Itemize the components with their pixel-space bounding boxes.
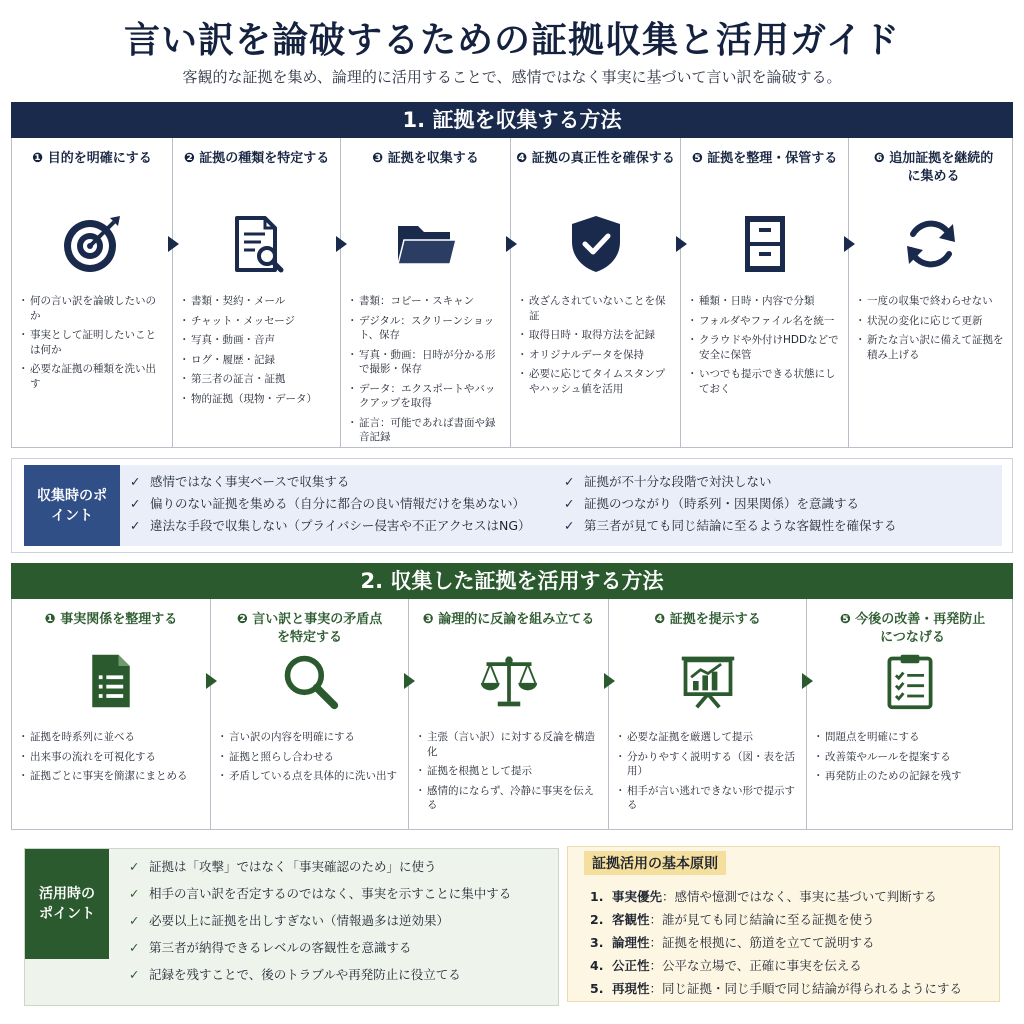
list-item: ・ 言い訳の内容を明確にする bbox=[219, 730, 402, 745]
collect-step-4 bbox=[510, 138, 680, 447]
usage-points-list bbox=[129, 853, 554, 988]
point-text: 証拠は「攻撃」ではなく「事実確認のため」に使う bbox=[149, 859, 437, 874]
step-items bbox=[689, 294, 842, 401]
refresh-icon bbox=[899, 212, 963, 276]
list-item: ・ 感情的にならず、冷静に事実を伝える bbox=[417, 784, 602, 813]
arrow-right-icon bbox=[844, 236, 855, 252]
list-item: ・ 必要に応じてタイムスタンプやハッシュ値を活用 bbox=[519, 367, 674, 396]
page-subtitle: 客観的な証拠を集め、論理的に活用することで、感情ではなく事実に基づいて言い訳を論破する。 bbox=[182, 68, 842, 86]
list-item: ・ 証言：可能であれば書面や録音記録 bbox=[349, 416, 504, 445]
point-text: 相手の言い訳を否定するのではなく、事実を示すことに集中する bbox=[149, 886, 512, 901]
step-items bbox=[617, 730, 800, 818]
section1-banner: 1. 証拠を収集する方法 bbox=[11, 102, 1013, 138]
principle-number: 2. bbox=[590, 912, 604, 927]
use-step-4 bbox=[608, 599, 806, 829]
point-text: 証拠が不十分な段階で対決しない bbox=[584, 474, 772, 489]
point-text: 第三者が見ても同じ結論に至るような客観性を確保する bbox=[584, 518, 897, 533]
list-item: ・ 第三者の証言・証拠 bbox=[181, 372, 334, 387]
list-item: ・ 証拠を時系列に並べる bbox=[20, 730, 204, 745]
list-item: ・ 種類・日時・内容で分類 bbox=[689, 294, 842, 309]
list-item: ・ 写真・動画・音声 bbox=[181, 333, 334, 348]
principles-list bbox=[590, 885, 962, 1000]
document-search-icon bbox=[225, 212, 289, 276]
section2-steps bbox=[11, 599, 1013, 830]
point-text: 偏りのない証拠を集める（自分に都合の良い情報だけを集めない） bbox=[150, 496, 526, 511]
principle-item bbox=[590, 977, 962, 1000]
principle-number: 5. bbox=[590, 981, 604, 996]
step-title: ❹ 証拠の真正性を確保する bbox=[516, 151, 675, 166]
list-item: ・ 物的証拠（現物・データ） bbox=[181, 392, 334, 407]
arrow-right-icon bbox=[168, 236, 179, 252]
point-text: 必要以上に証拠を出しすぎない（情報過多は逆効果） bbox=[149, 913, 450, 928]
shield-check-icon bbox=[564, 212, 628, 276]
section2-banner: 2. 収集した証拠を活用する方法 bbox=[11, 563, 1013, 599]
list-item: ・ 何の言い訳を論破したいのか bbox=[20, 294, 166, 323]
principle-desc: ：同じ証拠・同じ手順で同じ結論が得られるようにする bbox=[649, 981, 963, 996]
principle-desc: ：公平な立場で、正確に事実を伝える bbox=[649, 958, 862, 973]
presentation-chart-icon bbox=[678, 651, 738, 711]
document-list-icon bbox=[81, 651, 141, 711]
step-title: ❻ 追加証拠を継続的に集める bbox=[873, 151, 994, 184]
check-icon: ✓ bbox=[129, 859, 140, 874]
principle-number: 1. bbox=[590, 889, 604, 904]
list-item: ・ 証拠を根拠として提示 bbox=[417, 764, 602, 779]
list-item: ・ クラウドや外付けHDDなどで安全に保管 bbox=[689, 333, 842, 362]
list-item: ・ 改善策やルールを提案する bbox=[815, 750, 1006, 765]
check-icon: ✓ bbox=[564, 518, 575, 533]
list-item: ・ 問題点を明確にする bbox=[815, 730, 1006, 745]
collect-step-1 bbox=[12, 138, 172, 447]
list-item: ・ デジタル：スクリーンショット、保存 bbox=[349, 314, 504, 343]
arrow-right-icon bbox=[206, 673, 217, 689]
step-title: ❺ 今後の改善・再発防止につなげる bbox=[839, 612, 986, 645]
list-item: ・ 書類・契約・メール bbox=[181, 294, 334, 309]
step-items bbox=[219, 730, 402, 789]
principle-name: 再現性 bbox=[612, 981, 650, 996]
collect-step-3 bbox=[340, 138, 510, 447]
point-item bbox=[129, 880, 554, 907]
step-title: ❷ 証拠の種類を特定する bbox=[183, 151, 330, 166]
list-item: ・ 出来事の流れを可視化する bbox=[20, 750, 204, 765]
arrow-right-icon bbox=[604, 673, 615, 689]
check-icon: ✓ bbox=[129, 967, 140, 982]
list-item: ・ 分かりやすく説明する（図・表を活用） bbox=[617, 750, 800, 779]
check-icon: ✓ bbox=[130, 496, 141, 511]
list-item: ・ 必要な証拠の種類を洗い出す bbox=[20, 362, 166, 391]
step-items bbox=[349, 294, 504, 450]
point-item bbox=[564, 493, 1004, 515]
usage-points-label: 活用時のポイント bbox=[25, 849, 109, 959]
step-title: ❸ 論理的に反論を組み立てる bbox=[422, 612, 595, 627]
step-items bbox=[815, 730, 1006, 789]
check-icon: ✓ bbox=[129, 913, 140, 928]
use-step-3 bbox=[408, 599, 608, 829]
principle-name: 客観性 bbox=[612, 912, 650, 927]
list-item: ・ 証拠と照らし合わせる bbox=[219, 750, 402, 765]
principle-item bbox=[590, 931, 962, 954]
use-step-1 bbox=[12, 599, 210, 829]
check-icon: ✓ bbox=[564, 496, 575, 511]
point-item bbox=[130, 515, 560, 537]
principle-desc: ：証拠を根拠に、筋道を立てて説明する bbox=[649, 935, 875, 950]
target-icon bbox=[60, 212, 124, 276]
arrow-right-icon bbox=[506, 236, 517, 252]
collect-step-5 bbox=[680, 138, 848, 447]
collect-step-2 bbox=[172, 138, 340, 447]
step-title: ❹ 証拠を提示する bbox=[654, 612, 761, 627]
arrow-right-icon bbox=[802, 673, 813, 689]
principle-name: 公正性 bbox=[612, 958, 650, 973]
list-item: ・ 取得日時・取得方法を記録 bbox=[519, 328, 674, 343]
collection-points-right bbox=[564, 471, 1004, 537]
collection-points bbox=[11, 458, 1013, 553]
arrow-right-icon bbox=[404, 673, 415, 689]
principle-item bbox=[590, 908, 962, 931]
point-text: 第三者が納得できるレベルの客観性を意識する bbox=[149, 940, 412, 955]
step-title: ❸ 証拠を収集する bbox=[372, 151, 479, 166]
list-item: ・ ログ・履歴・記録 bbox=[181, 353, 334, 368]
list-item: ・ 写真・動画：日時が分かる形で撮影・保存 bbox=[349, 348, 504, 377]
step-title: ❶ 事実関係を整理する bbox=[44, 612, 178, 627]
point-item bbox=[130, 471, 560, 493]
list-item: ・ 証拠ごとに事実を簡潔にまとめる bbox=[20, 769, 204, 784]
list-item: ・ 新たな言い訳に備えて証拠を積み上げる bbox=[857, 333, 1006, 362]
step-items bbox=[857, 294, 1006, 367]
magnifier-icon bbox=[280, 651, 340, 711]
collection-points-left bbox=[130, 471, 560, 537]
principles-box bbox=[567, 846, 1000, 1002]
use-step-2 bbox=[210, 599, 408, 829]
point-text: 記録を残すことで、後のトラブルや再発防止に役立てる bbox=[149, 967, 461, 982]
usage-points bbox=[24, 848, 559, 1006]
cabinet-icon bbox=[733, 212, 797, 276]
list-item: ・ いつでも提示できる状態にしておく bbox=[689, 367, 842, 396]
check-icon: ✓ bbox=[129, 940, 140, 955]
principles-title: 証拠活用の基本原則 bbox=[584, 851, 726, 875]
principle-item bbox=[590, 954, 962, 977]
step-title: ❶ 目的を明確にする bbox=[32, 151, 152, 166]
step-items bbox=[20, 294, 166, 396]
point-item bbox=[129, 961, 554, 988]
collection-points-label: 収集時のポイント bbox=[24, 465, 120, 546]
list-item: ・ フォルダやファイル名を統一 bbox=[689, 314, 842, 329]
list-item: ・ 矛盾している点を具体的に洗い出す bbox=[219, 769, 402, 784]
list-item: ・ 事実として証明したいことは何か bbox=[20, 328, 166, 357]
step-title: ❺ 証拠を整理・保管する bbox=[691, 151, 838, 166]
page-title: 言い訳を論破するための証拠収集と活用ガイド bbox=[124, 20, 900, 61]
clipboard-check-icon bbox=[880, 651, 940, 711]
point-item bbox=[129, 934, 554, 961]
point-item bbox=[129, 853, 554, 880]
list-item: ・ オリジナルデータを保持 bbox=[519, 348, 674, 363]
arrow-right-icon bbox=[676, 236, 687, 252]
point-item bbox=[564, 515, 1004, 537]
list-item: ・ 書類：コピー・スキャン bbox=[349, 294, 504, 309]
arrow-right-icon bbox=[336, 236, 347, 252]
step-items bbox=[20, 730, 204, 789]
point-text: 証拠のつながり（時系列・因果関係）を意識する bbox=[584, 496, 860, 511]
list-item: ・ 一度の収集で終わらせない bbox=[857, 294, 1006, 309]
list-item: ・ 必要な証拠を厳選して提示 bbox=[617, 730, 800, 745]
principle-desc: ：誰が見ても同じ結論に至る証拠を使う bbox=[649, 912, 875, 927]
point-text: 違法な手段で収集しない（プライバシー侵害や不正アクセスはNG） bbox=[150, 518, 531, 533]
scales-icon bbox=[479, 651, 539, 711]
collect-step-6 bbox=[848, 138, 1012, 447]
step-items bbox=[181, 294, 334, 411]
list-item: ・ チャット・メッセージ bbox=[181, 314, 334, 329]
principle-name: 論理性 bbox=[612, 935, 650, 950]
list-item: ・ 相手が言い逃れできない形で提示する bbox=[617, 784, 800, 813]
step-title: ❷ 言い訳と事実の矛盾点を特定する bbox=[236, 612, 383, 645]
point-item bbox=[564, 471, 1004, 493]
principle-number: 4. bbox=[590, 958, 604, 973]
list-item: ・ 改ざんされていないことを保証 bbox=[519, 294, 674, 323]
point-item bbox=[130, 493, 560, 515]
folder-icon bbox=[394, 212, 458, 276]
check-icon: ✓ bbox=[564, 474, 575, 489]
principle-desc: ：感情や憶測ではなく、事実に基づいて判断する bbox=[662, 889, 937, 904]
list-item: ・ 状況の変化に応じて更新 bbox=[857, 314, 1006, 329]
principle-item bbox=[590, 885, 962, 908]
principle-name: 事実優先 bbox=[612, 889, 663, 904]
point-text: 感情ではなく事実ベースで収集する bbox=[150, 474, 350, 489]
list-item: ・ 再発防止のための記録を残す bbox=[815, 769, 1006, 784]
use-step-5 bbox=[806, 599, 1012, 829]
list-item: ・ データ：エクスポートやバックアップを取得 bbox=[349, 382, 504, 411]
step-items bbox=[519, 294, 674, 401]
check-icon: ✓ bbox=[129, 886, 140, 901]
section1-steps bbox=[11, 138, 1013, 448]
check-icon: ✓ bbox=[130, 518, 141, 533]
check-icon: ✓ bbox=[130, 474, 141, 489]
point-item bbox=[129, 907, 554, 934]
list-item: ・ 主張（言い訳）に対する反論を構造化 bbox=[417, 730, 602, 759]
principle-number: 3. bbox=[590, 935, 604, 950]
step-items bbox=[417, 730, 602, 818]
